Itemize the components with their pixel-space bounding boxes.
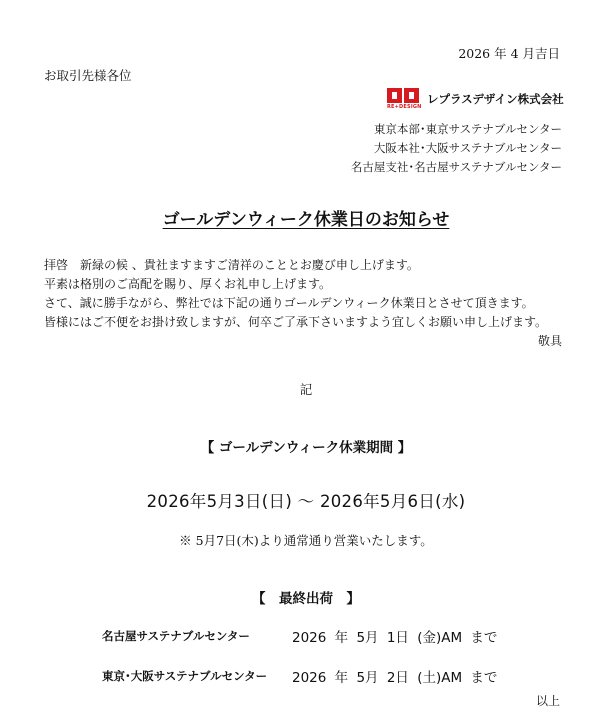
body-paragraph: 皆様にはご不便をお掛け致しますが、何卒ご了承下さいますよう宜しくお願い申し上げます。 [44,315,548,329]
holiday-period-dates: 2026年5月3日(日) 〜 2026年5月6日(水) [146,492,466,511]
company-name: レプラスデザイン株式会社 [427,92,564,106]
holiday-period-heading: 【 ゴールデンウィーク休業期間 】 [200,440,412,456]
final-shipping-heading: 【 最終出荷 】 [252,591,360,607]
closing-keigu: 敬具 [537,334,562,348]
office-line: 名古屋支社･名古屋サステナブルセンター [350,160,562,174]
body-paragraph: 平素は格別のご高配を賜り、厚くお礼申し上げます。 [44,277,332,291]
letter-date: 2026 年 4 月吉日 [458,46,560,61]
redesign-logo-icon [387,88,421,110]
ki-marker: 記 [299,382,313,397]
logo-mark-text: RE+DESIGN [387,104,422,110]
body-paragraph: さて、誠に勝手ながら、弊社では下記の通りゴールデンウィーク休業日とさせて頂きます。 [44,296,534,310]
shipping-cutoff-date: 2026 年 5月 1日 (金)AM まで [292,630,498,646]
shipping-cutoff-date: 2026 年 5月 2日 (土)AM まで [292,670,498,686]
closing-ijou: 以上 [535,694,560,708]
holiday-period-note: ※ 5月7日(木)より通常通り営業いたします。 [179,533,433,548]
company-logo [387,88,564,110]
notice-title: ゴールデンウィーク休業日のお知らせ [162,210,450,230]
shipping-center-name: 名古屋サステナブルセンター [102,629,250,643]
office-line: 大阪本社･大阪サステナブルセンター [373,141,562,155]
body-paragraph: 拝啓 新緑の候 、貴社ますますご清祥のこととお慶び申し上げます。 [44,258,419,272]
office-line: 東京本部･東京サステナブルセンター [373,122,562,136]
shipping-center-name: 東京･大阪サステナブルセンター [102,669,268,683]
recipient-line: お取引先様各位 [44,68,132,83]
